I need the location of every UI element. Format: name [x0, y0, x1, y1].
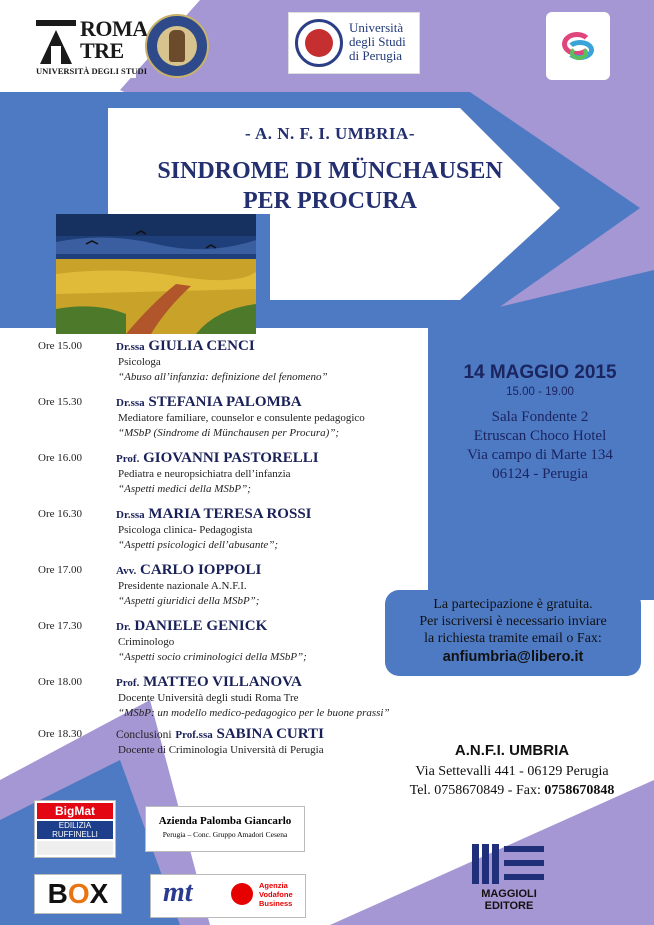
speaker-role: Psicologa	[118, 356, 161, 368]
organizer-fax: 0758670848	[544, 783, 615, 798]
maggioli-sponsor-logo	[468, 840, 550, 916]
talk-title: “Aspetti socio criminologici della MSbP”;	[118, 651, 307, 663]
info-line2: Per iscriversi è necessario inviare	[419, 614, 607, 629]
box-letter-x: X	[89, 878, 109, 909]
speaker-name	[116, 450, 319, 467]
speaker-role: Mediatore familiare, counselor e consulente pedagogico	[118, 412, 365, 424]
palomba-subtitle: Perugia – Conc. Gruppo Amadori Cesena	[162, 830, 288, 839]
speaker-surname: GIULIA CENCI	[148, 338, 255, 354]
schedule-time: Ore 16.30	[38, 508, 82, 520]
talk-title: “MSbP: un modello medico-pedagogico per le buone prassi”	[118, 707, 390, 719]
anfi-association-logo	[546, 12, 610, 80]
organizer-tel: Tel. 0758670849 - Fax:	[409, 783, 545, 798]
perugia-seal-icon	[295, 19, 343, 67]
talk-title: “Abuso all’infanzia: definizione del fenomeno”	[118, 371, 328, 383]
maggioli-line1: MAGGIOLI	[481, 888, 537, 900]
speaker-title: Dr.ssa	[116, 397, 145, 409]
box-sponsor-logo	[34, 874, 122, 914]
talk-title: “Aspetti giuridici della MSbP”;	[118, 595, 260, 607]
speaker-name	[116, 674, 302, 691]
agency-line3: Business	[259, 899, 293, 908]
speaker-surname: GIOVANNI PASTORELLI	[143, 450, 319, 466]
speaker-title: Prof.ssa	[175, 729, 213, 741]
speaker-title: Dr.	[116, 621, 131, 633]
organizer-phone-fax	[392, 783, 632, 799]
speaker-name	[116, 618, 267, 635]
agency-line2: Vodafone	[259, 890, 293, 899]
speaker-name	[116, 506, 312, 523]
speaker-role: Pediatra e neuropsichiatra dell’infanzia	[118, 468, 291, 480]
bigmat-stripe	[37, 841, 113, 855]
seal-figure-icon	[169, 30, 185, 62]
bigmat-sponsor-logo	[34, 800, 116, 858]
speaker-surname: MATTEO VILLANOVA	[143, 674, 302, 690]
speaker-title: Dr.ssa	[116, 341, 145, 353]
palomba-name: Azienda Palomba Giancarlo	[158, 815, 292, 827]
bigmat-subtitle: EDILIZIA RUFFINELLI	[37, 821, 113, 839]
speaker-role: Docente Università degli studi Roma Tre	[118, 692, 299, 704]
speaker-surname: SABINA CURTI	[216, 726, 324, 742]
speaker-title: Prof.	[116, 677, 140, 689]
swirl-green-icon	[570, 46, 588, 60]
perugia-line3: di Perugia	[349, 48, 403, 63]
event-hours: 15.00 - 19.00	[506, 386, 574, 398]
speaker-title: Dr.ssa	[116, 509, 145, 521]
perugia-line2: degli Studi	[349, 34, 406, 49]
organizer-address: Via Settevalli 441 - 06129 Perugia	[415, 764, 609, 779]
event-date: 14 MAGGIO 2015	[463, 362, 617, 383]
organizer-name: A.N.F.I. UMBRIA	[454, 742, 570, 759]
maggioli-line2: EDITORE	[484, 900, 534, 912]
roma-tre-subtitle: UNIVERSITÀ DEGLI STUDI	[36, 66, 148, 76]
venue-line4: 06124 - Perugia	[492, 466, 588, 482]
registration-info-box	[385, 590, 641, 676]
speaker-role: Presidente nazionale A.N.F.I.	[118, 580, 247, 592]
info-line3: la richiesta tramite email o Fax:	[424, 631, 602, 646]
schedule-time: Ore 17.30	[38, 620, 82, 632]
venue-line2: Etruscan Choco Hotel	[473, 428, 607, 444]
vodafone-icon	[231, 883, 253, 905]
event-venue	[440, 408, 640, 484]
event-title-line2: PER PROCURA	[243, 188, 417, 214]
event-date-venue	[440, 362, 640, 484]
speaker-name	[116, 394, 302, 411]
perugia-university-logo	[288, 12, 420, 74]
schedule-time: Ore 18.00	[38, 676, 82, 688]
mt-wordmark: mt	[163, 877, 193, 908]
agency-line1: Agenzia	[259, 881, 288, 890]
schedule-time: Ore 15.30	[38, 396, 82, 408]
vodafone-agency-text	[259, 881, 293, 908]
speaker-role: Psicologa clinica- Pedagogista	[118, 524, 253, 536]
registration-email[interactable]: anfiumbria@libero.it	[442, 649, 584, 665]
talk-title: “Aspetti psicologici dell’abusante”;	[118, 539, 279, 551]
mt-vodafone-sponsor-logo	[150, 874, 306, 918]
perugia-line1: Università	[349, 20, 404, 35]
organizer-subtitle: - A. N. F. I. UMBRIA-	[245, 124, 415, 143]
maggioli-name	[468, 888, 550, 912]
box-letter-o: O	[67, 878, 90, 909]
roma-tre-logo	[36, 16, 148, 78]
speaker-name	[116, 338, 255, 355]
organizer-contact	[392, 742, 632, 799]
perugia-name	[349, 21, 406, 63]
speaker-surname: MARIA TERESA ROSSI	[148, 506, 312, 522]
speaker-role: Docente di Criminologia Università di Perugia	[118, 744, 324, 756]
conclusion-prefix: Conclusioni	[116, 729, 172, 741]
palomba-sponsor-logo	[145, 806, 305, 852]
roma-tre-emblem-icon	[36, 20, 76, 64]
venue-line1: Sala Fondente 2	[491, 409, 589, 425]
talk-title: “Aspetti medici della MSbP”;	[118, 483, 251, 495]
speaker-name	[116, 562, 261, 579]
perugia-seal-center	[305, 29, 333, 57]
schedule-time: Ore 17.00	[38, 564, 82, 576]
society-seal-logo	[145, 14, 209, 78]
box-letter-b: B	[47, 878, 68, 909]
schedule-time: Ore 16.00	[38, 452, 82, 464]
talk-title: “MSbP (Sindrome di Münchausen per Procura)”;	[118, 427, 340, 439]
speaker-title: Prof.	[116, 453, 140, 465]
roma-tre-word-roma: ROMA	[80, 16, 148, 41]
venue-line3: Via campo di Marte 134	[467, 447, 613, 463]
schedule-time: Ore 15.00	[38, 340, 82, 352]
info-line1: La partecipazione è gratuita.	[433, 597, 593, 612]
event-title-line1: SINDROME DI MÜNCHAUSEN	[157, 158, 503, 184]
speaker-surname: STEFANIA PALOMBA	[148, 394, 302, 410]
schedule-time: Ore 18.30	[38, 728, 82, 740]
wheatfield-painting	[56, 214, 256, 334]
maggioli-emblem-icon	[468, 840, 550, 886]
speaker-role: Criminologo	[118, 636, 175, 648]
speaker-title: Avv.	[116, 565, 137, 577]
speaker-name	[116, 726, 324, 743]
speaker-surname: DANIELE GENICK	[134, 618, 268, 634]
bigmat-wordmark: BigMat	[37, 803, 113, 819]
speaker-surname: CARLO IOPPOLI	[140, 562, 262, 578]
roma-tre-word-tre: TRE	[80, 38, 124, 63]
